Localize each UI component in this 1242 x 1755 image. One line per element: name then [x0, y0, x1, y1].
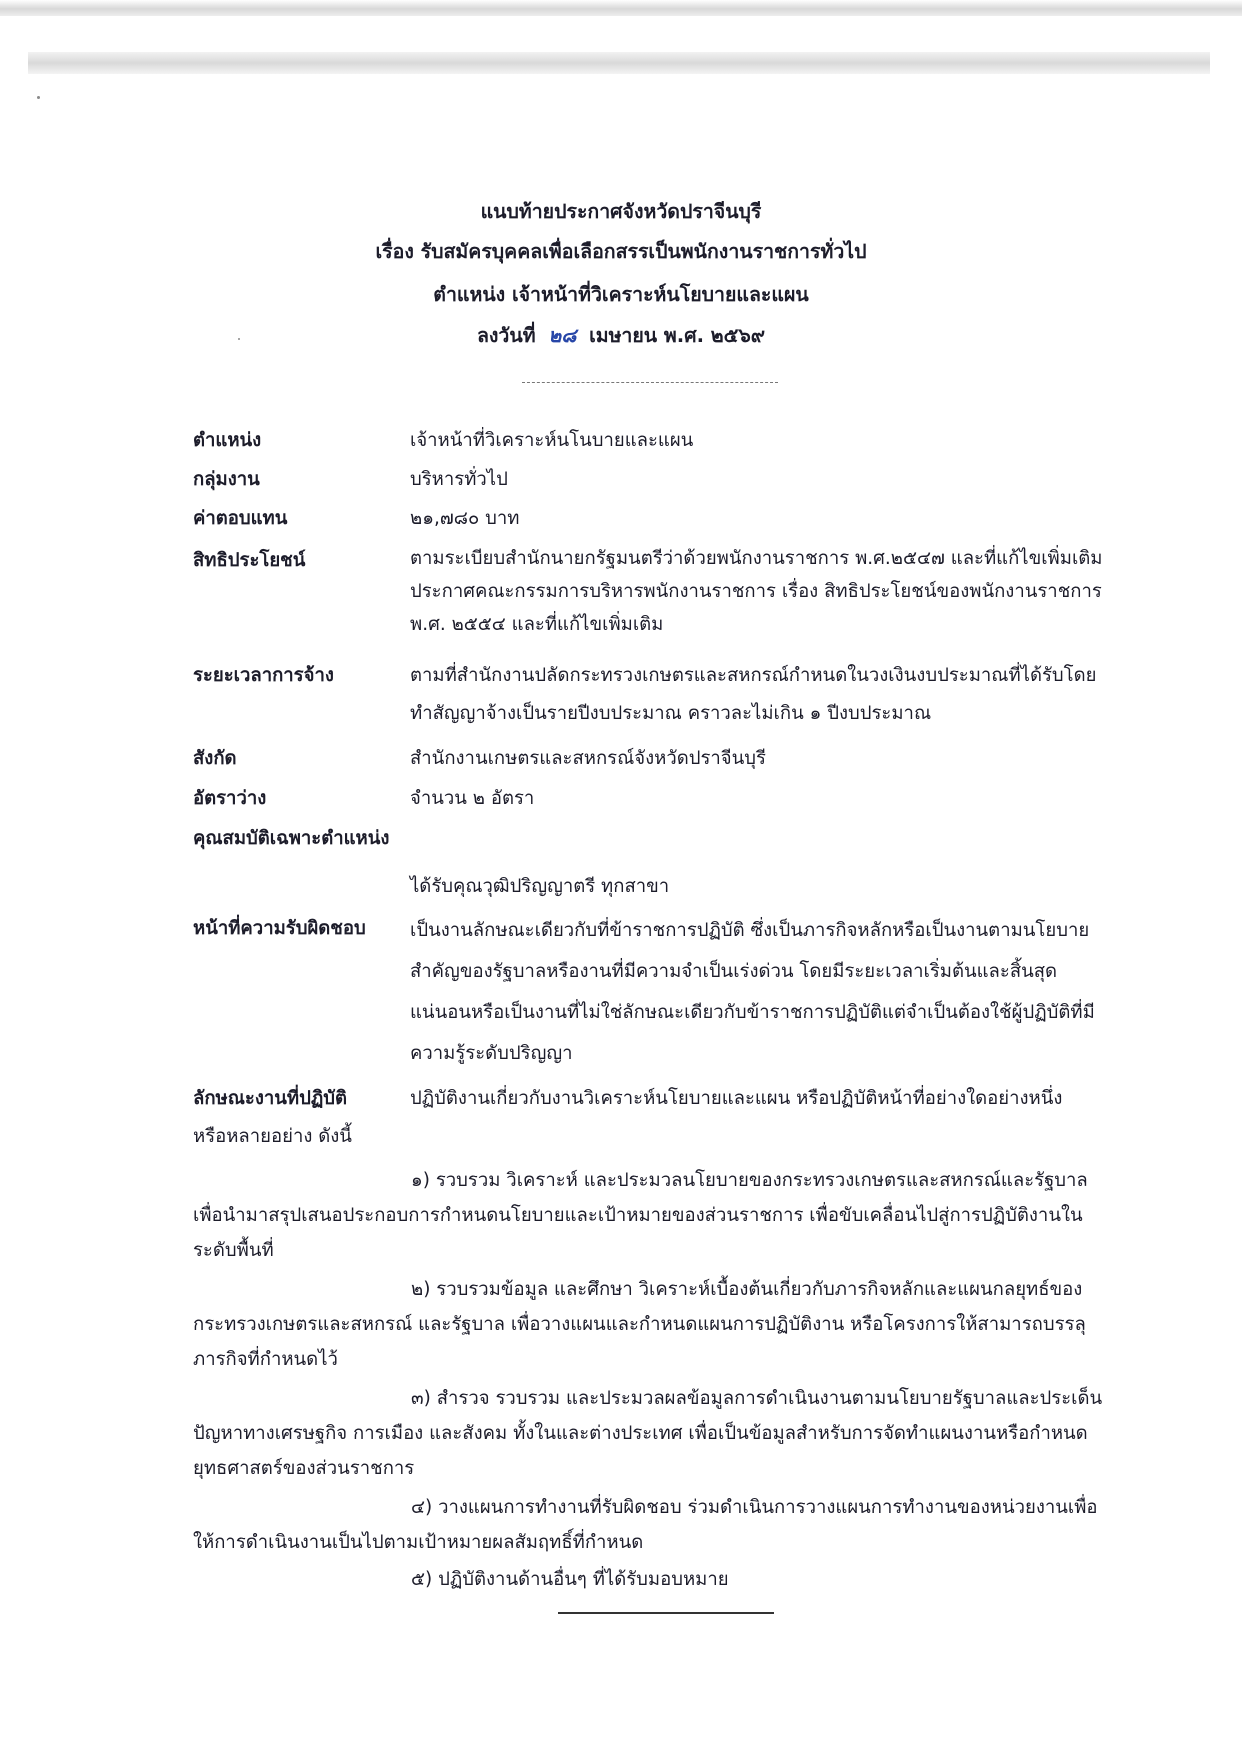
duty-item: ๕) ปฏิบัติงานด้านอื่นๆ ที่ได้รับมอบหมาย — [411, 1569, 729, 1590]
field-label: สิทธิประโยชน์ — [193, 550, 306, 571]
header-position: ตำแหน่ง เจ้าหน้าที่วิเคราะห์นโยบายและแผน — [433, 283, 809, 306]
field-label: อัตราว่าง — [193, 788, 267, 809]
footer-divider — [558, 1612, 774, 1614]
field-value: ๒๑,๗๘๐ บาท — [410, 508, 520, 529]
responsibility-value: เป็นงานลักษณะเดียวกับที่ข้าราชการปฏิบัติ ซึ่งเป็นภารกิจหลักหรือเป็นงานตามนโยบายสำคัญของรัฐบาลหรืองานที่มีความจำเป็นเร่งด่วน โดยมีระยะเวลาเริ่มต้นและสิ้นสุดแน่นอนหรือเป็นงานที่ไม่ใช่ลักษณะเดียวกับข้าราชการปฏิบัติแต่จำเป็นต้องใช้ผู้ปฏิบัติที่มีความรู้ระดับปริญญา — [410, 920, 1095, 1064]
duty-item: ๒) รวบรวมข้อมูล และศึกษา วิเคราะห์เบื้องต้นเกี่ยวกับภารกิจหลักและแผนกลยุทธ์ของกระทรวงเกษตรและสหกรณ์ และรัฐบาล เพื่อวางแผนและกำหนดแผนการปฏิบัติงาน หรือโครงการให้สามารถบรรลุภารกิจที่กำหนดไว้ — [193, 1279, 1086, 1370]
header-title: แนบท้ายประกาศจังหวัดปราจีนบุรี — [480, 200, 762, 223]
field-value: จำนวน ๒ อัตรา — [410, 788, 535, 809]
header-subject: เรื่อง รับสมัครบุคคลเพื่อเลือกสรรเป็นพนักงานราชการทั่วไป — [375, 240, 867, 263]
field-value: สำนักงานเกษตรและสหกรณ์จังหวัดปราจีนบุรี — [410, 748, 766, 769]
scan-border-top — [0, 0, 1242, 16]
qualification-label: คุณสมบัติเฉพาะตำแหน่ง — [193, 828, 390, 849]
duty-item: ๑) รวบรวม วิเคราะห์ และประมวลนโยบายของกระทรวงเกษตรและสหกรณ์และรัฐบาล เพื่อนำมาสรุปเสนอประกอบการกำหนดนโยบายและเป้าหมายของส่วนราชการ เพื่อขับเคลื่อนไปสู่การปฏิบัติงานในระดับพื้นที่ — [193, 1170, 1088, 1261]
date-prefix: ลงวันที่ — [476, 324, 536, 347]
responsibility-label: หน้าที่ความรับผิดชอบ — [193, 918, 366, 939]
header-divider — [522, 382, 778, 383]
work-nature-label-cont: หรือหลายอย่าง ดังนี้ — [193, 1126, 352, 1147]
field-value: ตามระเบียบสำนักนายกรัฐมนตรีว่าด้วยพนักงานราชการ พ.ศ.๒๕๔๗ และที่แก้ไขเพิ่มเติมประกาศคณะกรรมการบริหารพนักงานราชการ เรื่อง สิทธิประโยชน์ของพนักงานราชการ พ.ศ. ๒๕๕๔ และที่แก้ไขเพิ่มเติม — [410, 548, 1103, 635]
work-nature-value: ปฏิบัติงานเกี่ยวกับงานวิเคราะห์นโยบายและแผน หรือปฏิบัติหน้าที่อย่างใดอย่างหนึ่ง — [410, 1088, 1063, 1109]
scan-speck — [37, 96, 40, 99]
qualification-value: ได้รับคุณวุฒิปริญญาตรี ทุกสาขา — [410, 876, 670, 897]
header-date — [0, 320, 1242, 351]
date-suffix: เมษายน พ.ศ. ๒๕๖๙ — [589, 324, 766, 347]
duty-item: ๔) วางแผนการทำงานที่รับผิดชอบ ร่วมดำเนินการวางแผนการทำงานของหน่วยงานเพื่อให้การดำเนินงานเป็นไปตามเป้าหมายผลสัมฤทธิ์ที่กำหนด — [193, 1497, 1098, 1553]
duty-item: ๓) สำรวจ รวบรวม และประมวลผลข้อมูลการดำเนินงานตามนโยบายรัฐบาลและประเด็นปัญหาทางเศรษฐกิจ การเมือง และสังคม ทั้งในและต่างประเทศ เพื่อเป็นข้อมูลสำหรับการจัดทำแผนงานหรือกำหนดยุทธศาสตร์ของส่วนราชการ — [193, 1388, 1103, 1479]
field-label: สังกัด — [193, 748, 237, 769]
field-label: กลุ่มงาน — [193, 469, 260, 490]
field-label: ระยะเวลาการจ้าง — [193, 665, 334, 686]
date-day-handwritten: ๒๘ — [548, 324, 577, 347]
field-value: เจ้าหน้าที่วิเคราะห์นโนบายและแผน — [410, 430, 694, 451]
field-label: ค่าตอบแทน — [193, 508, 288, 529]
scan-border-shadow — [28, 52, 1210, 74]
field-value: ตามที่สำนักงานปลัดกระทรวงเกษตรและสหกรณ์กำหนดในวงเงินงบประมาณที่ได้รับโดยทำสัญญาจ้างเป็นรายปีงบประมาณ คราวละไม่เกิน ๑ ปีงบประมาณ — [410, 665, 1097, 724]
work-nature-label: ลักษณะงานที่ปฏิบัติ — [193, 1088, 348, 1109]
field-value: บริหารทั่วไป — [410, 469, 508, 490]
field-label: ตำแหน่ง — [193, 430, 262, 451]
